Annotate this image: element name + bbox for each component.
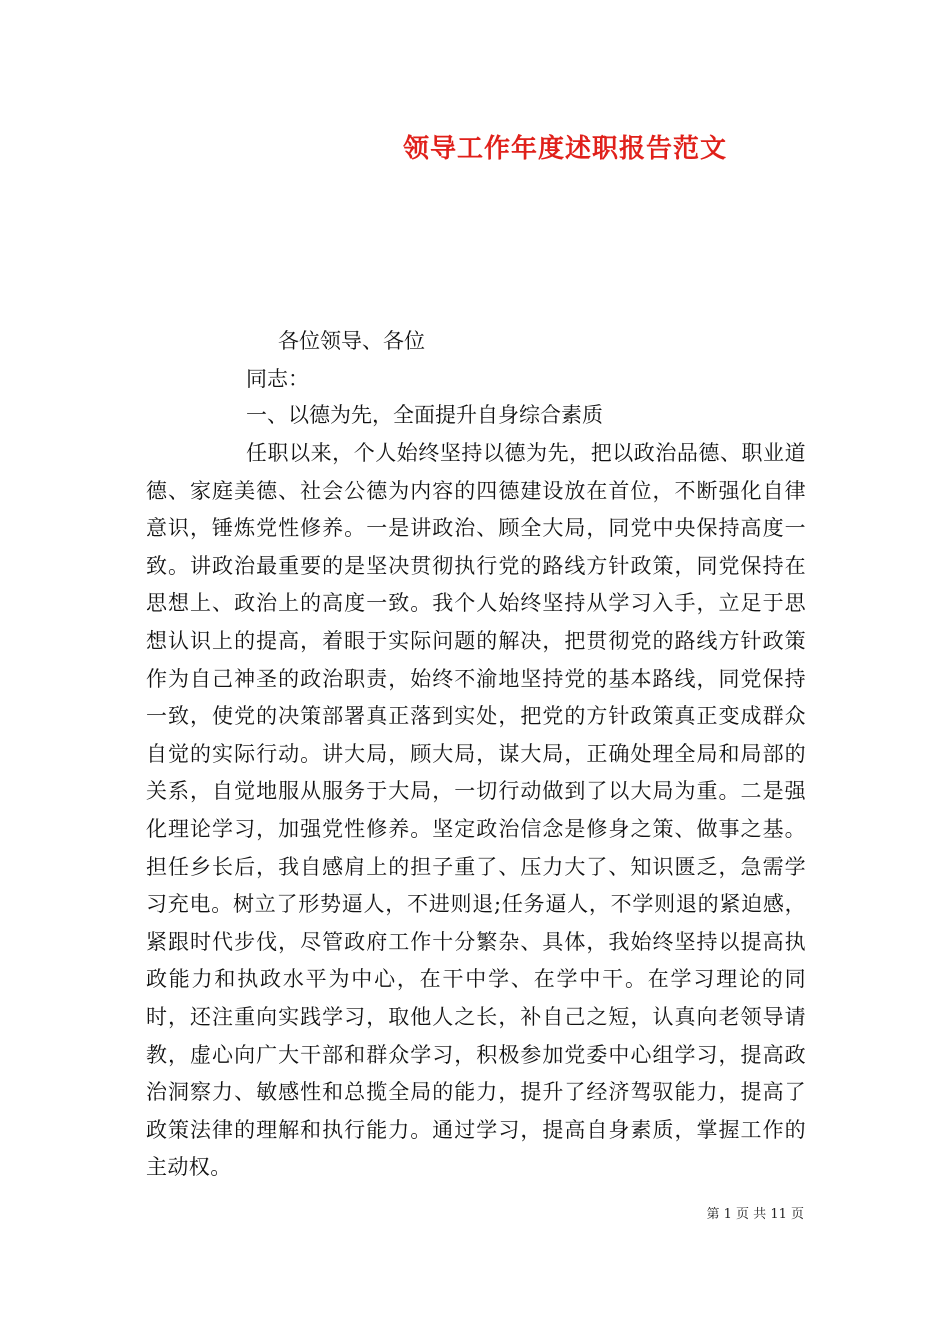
document-title: 领导工作年度述职报告范文 [402,134,727,164]
salutation-line-2: 同志： [246,367,309,391]
salutation-line-1: 各位领导、各位 [278,329,425,353]
page-number: 第 1 页 共 11 页 [706,1207,804,1222]
section-heading: 一、以德为先，全面提升自身综合素质 [246,403,603,427]
body-paragraph: 任职以来，个人始终坚持以德为先，把以政治品德、职业道德、家庭美德、社会公德为内容的四德建设放在首位，不断强化自律意识，锤炼党性修养。一是讲政治、顾全大局，同党中央保持高度一致。讲政治最重要的是坚决贯彻执行党的路线方针政策，同党保持在思想上、政治上的高度一致。我个人始终坚持从学习入手，立足于思想认识上的提高，着眼于实际问题的解决，把贯彻党的路线方针政策作为自己神圣的政治职责，始终不渝地坚持党的基本路线，同党保持一致，使党的决策部署真正落到实处，把党的方针政策真正变成群众自觉的实际行动。讲大局，顾大局，谋大局，正确处理全局和局部的关系，自觉地服从服务于大局，一切行动做到了以大局为重。二是强化理论学习，加强党性修养。坚定政治信念是修身之策、做事之基。担任乡长后，我自感肩上的担子重了、压力大了、知识匮乏，急需学习充电。树立了形势逼人，不进则退;任务逼人，不学则退的紧迫感，紧跟时代步伐，尽管政府工作十分繁杂、具体，我始终坚持以提高执政能力和执政水平为中心，在干中学、在学中干。在学习理论的同时，还注重向实践学习，取他人之长，补自己之短，认真向老领导请教，虚心向广大干部和群众学习，积极参加党委中心组学习，提高政治洞察力、敏感性和总揽全局的能力，提升了经济驾驭能力，提高了政策法律的理解和执行能力。通过学习，提高自身素质，掌握工作的主动权。 [146,441,806,1180]
